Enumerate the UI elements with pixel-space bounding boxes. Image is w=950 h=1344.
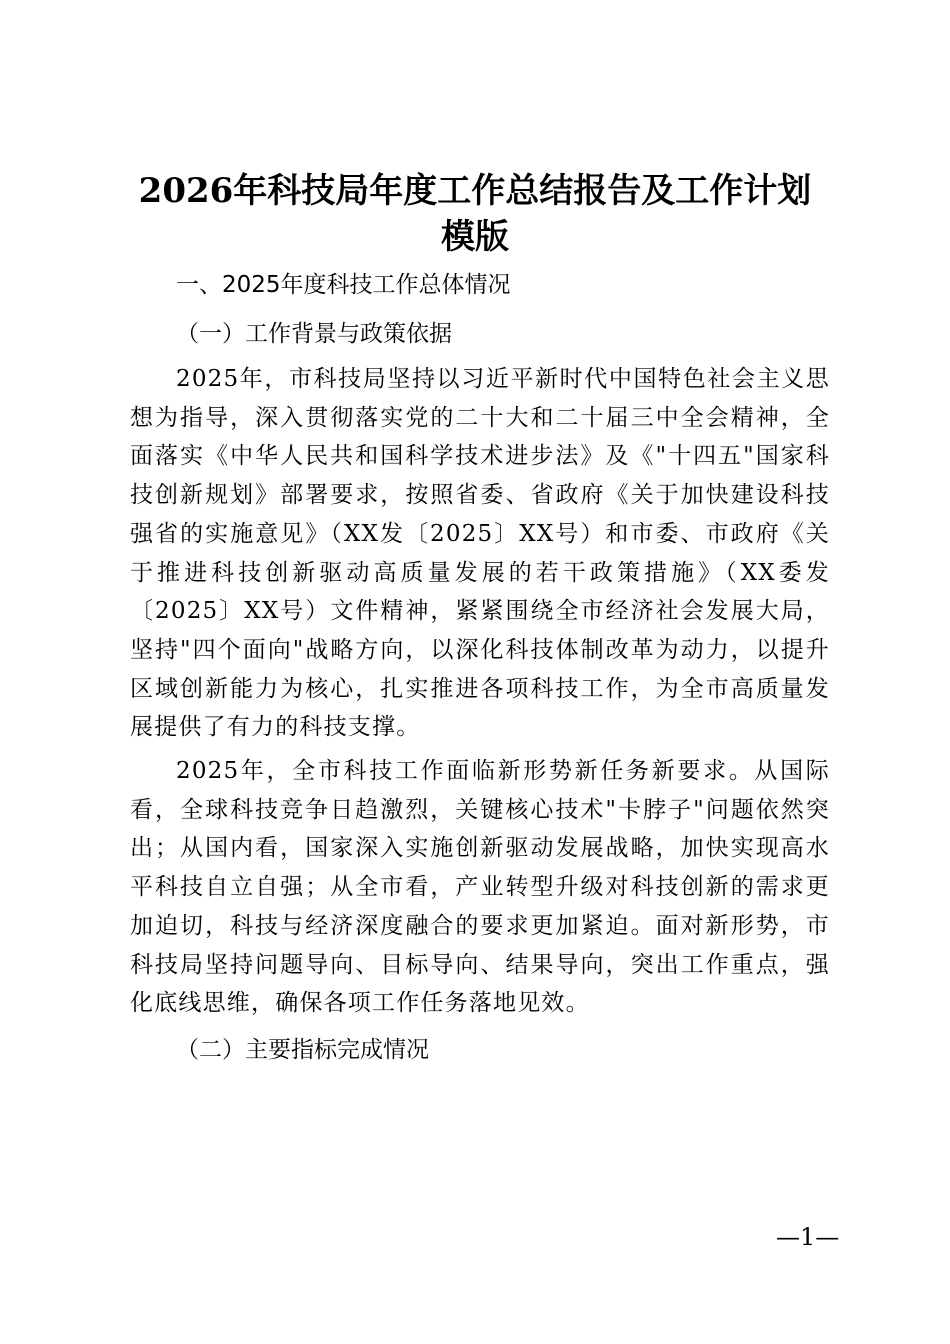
subsection-heading-1: （一）工作背景与政策依据 [176,321,452,347]
title-line-1: 2026年科技局年度工作总结报告及工作计划 [138,171,812,211]
paragraph-1: 2025年，市科技局坚持以习近平新时代中国特色社会主义思想为指导，深入贯彻落实党的二十大和二十届三中全会精神，全面落实《中华人民共和国科学技术进步法》及《"十四五"国家科技创新规划》部署要求，按照省委、省政府《关于加快建设科技强省的实施意见》（XX发〔2025〕XX号）和市委、市政府《关于推进科技创新驱动高质量发展的若干政策措施》（XX委发〔2025〕XX号）文件精神，紧紧围绕全市经济社会发展大局，坚持"四个面向"战略方向，以深化科技体制改革为动力，以提升区域创新能力为核心，扎实推进各项科技工作，为全市高质量发展提供了有力的科技支撑。 [130,366,830,741]
subsection-heading-2: （二）主要指标完成情况 [176,1036,429,1063]
paragraph-2: 2025年，全市科技工作面临新形势新任务新要求。从国际看，全球科技竞争日趋激烈，关键核心技术"卡脖子"问题依然突出；从国内看，国家深入实施创新驱动发展战略，加快实现高水平科技自立自强；从全市看，产业转型升级对科技创新的需求更加迫切，科技与经济深度融合的要求更加紧迫。面对新形势，市科技局坚持问题导向、目标导向、结果导向，突出工作重点，强化底线思维，确保各项工作任务落地见效。 [130,758,830,1017]
page-number: —1— [776,1223,840,1251]
section-heading-1: 一、2025年度科技工作总体情况 [176,272,511,298]
document-body [130,266,830,1076]
title-line-2: 模版 [441,217,509,257]
document-title [120,168,830,260]
